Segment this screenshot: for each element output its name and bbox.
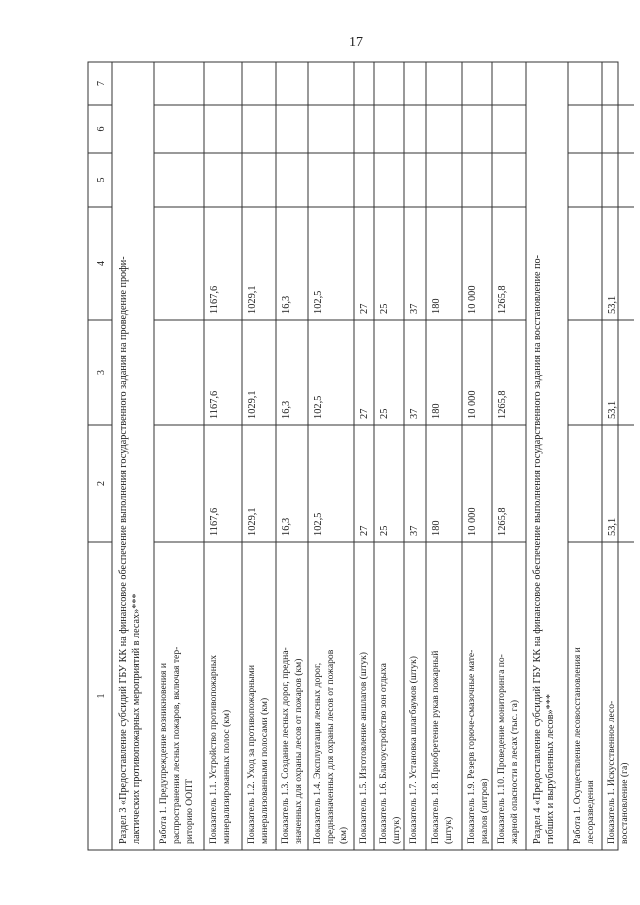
row-label: Показатель 1.10. Проведение мониторинга по- [496,654,507,844]
row-label: Показатель 1.6. Благоустройство зон отдыха [378,663,389,844]
cell-value: 1029,1 [247,507,258,536]
cell-value: 25 [379,303,390,314]
row-label: минерализованными полосами (км) [259,697,270,844]
cell-value: 1265,8 [497,507,508,536]
table-text [96,81,630,845]
cell-value: 10 000 [467,390,478,419]
cell-value: 53,1 [607,400,618,419]
column-number: 3 [96,370,107,375]
row-label: Показатель 1.9. Резерв горюче-смазочные мате- [466,649,477,844]
cell-value: 180 [431,520,442,536]
cell-value: 1265,8 [497,390,508,419]
cell-value: 16,3 [281,295,292,314]
row-label: Показатель 1. Искусственное лесо- [606,700,617,844]
row-label: (штук) [443,816,454,844]
cell-value: 1167,6 [209,390,220,419]
cell-value: 10 000 [467,285,478,314]
cell-value: 1265,8 [497,285,508,314]
row-label: минерализированных полос (км) [221,709,232,844]
cell-value: 180 [431,298,442,314]
section-heading: лактических противопожарных мероприятий в лесах»*** [131,593,142,844]
cell-value: 37 [409,303,420,314]
cell-value: 102,5 [313,395,324,419]
cell-value: 16,3 [281,400,292,419]
row-label: распространения лесных пожаров, включая тер- [171,646,182,844]
cell-value: 1167,6 [209,507,220,536]
row-label: Показатель 1.5. Изготовление аншлагов (штук) [358,652,369,844]
cell-value: 27 [359,525,370,536]
row-label: Показатель 1.1. Устройство противопожарных [208,654,219,844]
cell-value: 27 [359,408,370,419]
cell-value: 53,1 [607,295,618,314]
row-label: Работа 1. Предупреждение возникновения и [158,663,169,844]
cell-value: 27 [359,303,370,314]
cell-value: 37 [409,525,420,536]
row-label: жарной опасности в лесах (тыс. га) [509,699,520,844]
column-number: 1 [96,693,107,699]
cell-value: 1167,6 [209,285,220,314]
section-heading: гибших и вырубленных лесов»*** [545,694,556,844]
cell-value: 1029,1 [247,390,258,419]
row-label: значенных для охраны лесов от пожаров (км) [293,658,304,844]
cell-value: 102,5 [313,512,324,536]
page-number: 17 [349,35,363,50]
row-label: Работа 1. Осуществление лесовосстановления и [572,647,583,844]
row-label: (штук) [391,816,402,844]
row-label: (км) [338,826,349,844]
row-label: Показатель 1.4. Эксплуатация лесных дорог, [312,662,323,844]
cell-value: 25 [379,408,390,419]
cell-value: 53,1 [607,517,618,536]
section-heading: Раздел 4 «Предоставление субсидий ГБУ КК на финансовое обеспечение выполнения государственного задания на восстановление по- [532,254,543,844]
cell-value: 10 000 [467,507,478,536]
column-number: 5 [96,177,107,183]
column-number: 7 [96,81,107,86]
row-label: лесоразведения [585,780,596,844]
row-label: риторию ООПТ [184,779,195,844]
column-number: 4 [96,261,107,266]
row-label: Показатель 1.7. Установка шлагбаумов (штук) [408,656,419,844]
cell-value: 102,5 [313,290,324,314]
cell-value: 25 [379,525,390,536]
section-heading: Раздел 3 «Предоставление субсидий ГБУ КК на финансовое обеспечение выполнения государственного задания на проведение профи- [118,256,129,844]
cell-value: 1029,1 [247,285,258,314]
column-number: 6 [96,126,107,132]
row-label: восстановление (га) [619,762,630,844]
row-label: Показатель 1.3. Создание лесных дорог, предна- [280,647,291,844]
column-number: 2 [96,481,107,486]
cell-value: 16,3 [281,517,292,536]
row-label: Показатель 1.8. Приобретение рукав пожарный [430,650,441,844]
cell-value: 180 [431,403,442,419]
row-label: предназначенных для охраны лесов от пожаров [325,649,336,844]
cell-value: 37 [409,408,420,419]
row-label: риалов (литров) [479,778,490,844]
row-label: Показатель 1.2. Уход за противопожарными [246,665,257,844]
